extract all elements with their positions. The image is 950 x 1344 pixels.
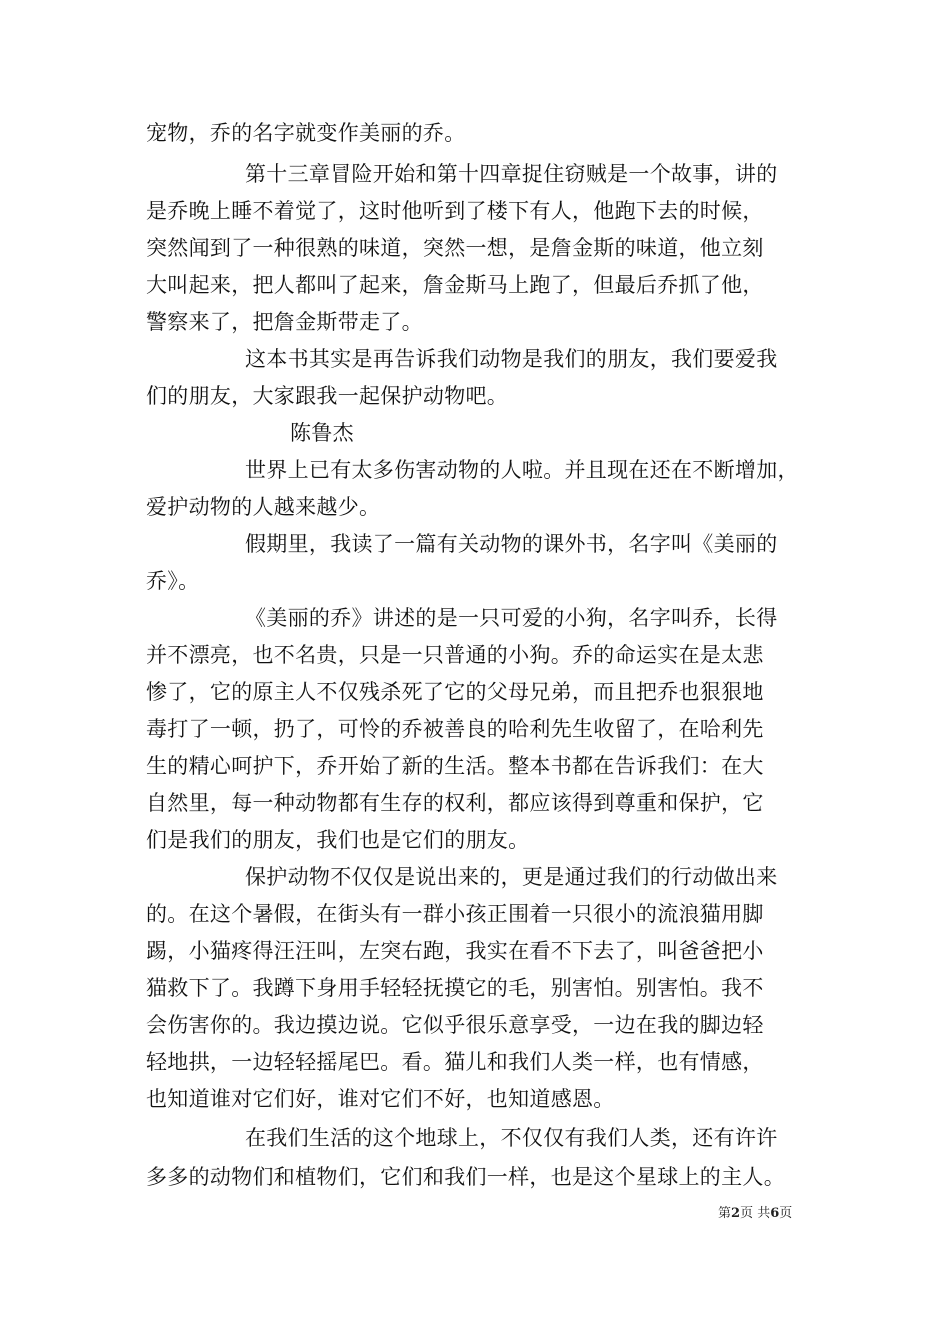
text-line: 是乔晚上睡不着觉了，这时他听到了楼下有人，他跑下去的时候， — [146, 199, 764, 223]
text-line: 也知道谁对它们好，谁对它们不好，也知道感恩。 — [146, 1087, 615, 1111]
text-line: 猫救下了。我蹲下身用手轻轻抚摸它的毛，别害怕。别害怕。我不 — [146, 976, 764, 1000]
text-line: 在我们生活的这个地球上，不仅仅有我们人类，还有许许 — [245, 1126, 778, 1150]
text-line: 踢，小猫疼得汪汪叫，左突右跑，我实在看不下去了，叫爸爸把小 — [146, 939, 764, 963]
author-name: 陈鲁杰 — [290, 421, 354, 445]
text-line: 生的精心呵护下，乔开始了新的生活。整本书都在告诉我们：在大 — [146, 754, 764, 778]
text-line: 突然闻到了一种很熟的味道，突然一想，是詹金斯的味道，他立刻 — [146, 236, 764, 260]
text-line: 世界上已有太多伤害动物的人啦。并且现在还在不断增加， — [245, 458, 799, 482]
footer-suffix: 页 — [779, 1206, 793, 1221]
text-line: 轻地拱，一边轻轻摇尾巴。看。猫儿和我们人类一样，也有情感， — [146, 1050, 764, 1074]
text-line: 保护动物不仅仅是说出来的，更是通过我们的行动做出来 — [245, 865, 778, 889]
page-footer — [718, 1205, 792, 1223]
text-line: 第十三章冒险开始和第十四章捉住窃贼是一个故事，讲的 — [245, 162, 778, 186]
page-number: 2 — [731, 1206, 741, 1221]
text-line: 会伤害你的。我边摸边说。它似乎很乐意享受，一边在我的脚边轻 — [146, 1013, 764, 1037]
text-line: 这本书其实是再告诉我们动物是我们的朋友，我们要爱我 — [245, 347, 778, 371]
text-line: 毒打了一顿，扔了，可怜的乔被善良的哈利先生收留了，在哈利先 — [146, 717, 764, 741]
text-line: 惨了，它的原主人不仅残杀死了它的父母兄弟，而且把乔也狠狠地 — [146, 680, 764, 704]
text-line: 警察来了，把詹金斯带走了。 — [146, 310, 423, 334]
text-line: 假期里，我读了一篇有关动物的课外书，名字叫《美丽的 — [245, 532, 778, 556]
text-line: 多多的动物们和植物们，它们和我们一样，也是这个星球上的主人。 — [146, 1165, 785, 1189]
text-line: 乔》。 — [146, 569, 200, 593]
text-line: 大叫起来，把人都叫了起来，詹金斯马上跑了，但最后乔抓了他， — [146, 273, 764, 297]
text-line: 爱护动物的人越来越少。 — [146, 495, 381, 519]
text-line: 们是我们的朋友，我们也是它们的朋友。 — [146, 828, 530, 852]
text-line: 们的朋友，大家跟我一起保护动物吧。 — [146, 384, 509, 408]
text-line: 的。在这个暑假，在街头有一群小孩正围着一只很小的流浪猫用脚 — [146, 902, 764, 926]
footer-prefix: 第 — [718, 1206, 732, 1221]
text-line: 并不漂亮，也不名贵，只是一只普通的小狗。乔的命运实在是太悲 — [146, 643, 764, 667]
page-total: 6 — [770, 1206, 780, 1221]
text-line: 《美丽的乔》讲述的是一只可爱的小狗，名字叫乔，长得 — [245, 606, 778, 630]
footer-middle: 页 共 — [740, 1206, 771, 1221]
text-line: 宠物，乔的名字就变作美丽的乔。 — [146, 121, 466, 145]
text-line: 自然里，每一种动物都有生存的权利，都应该得到尊重和保护，它 — [146, 791, 764, 815]
